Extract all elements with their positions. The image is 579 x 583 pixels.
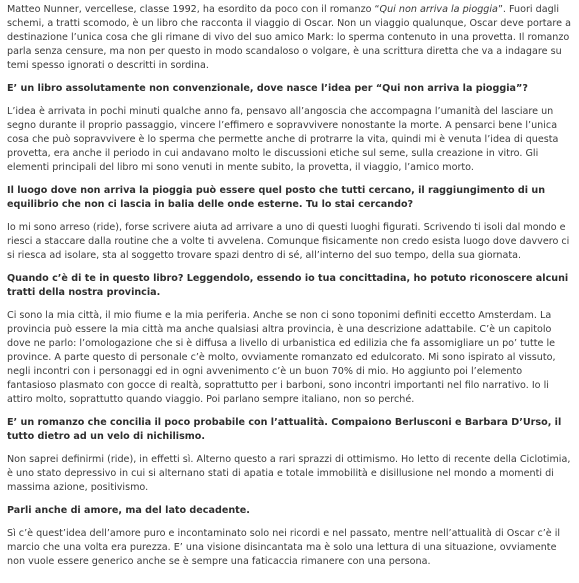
interview-answer-3: Ci sono la mia città, il mio fiume e la mia periferia. Anche se non ci sono toponimi definiti eccetto Amsterdam. La provincia può essere la mia città ma anche qualsiasi altra provincia, è una descrizione adattabile. C’è un capitolo dove ne parlo: l’omologazione che si è diffusa a livello di urbanistica ed edilizia che fa assomigliare un po’ tutte le province. A parte questo di personale c’è molto, ovviamente romanzato ed edulcorato. Mi sono ispirato al vissuto, negli incontri con i personaggi ed in ogni avvenimento c’è un buon 70% di mio. Ho aggiunto poi l’elemento fantasioso plasmato con gocce di realtà, soprattutto per i barboni, sono incontri importanti nel filo narrativo. Io li attiro molto, soprattutto quando viaggio. Poi parlano sempre italiano, non so perché. <box>7 310 556 405</box>
interview-answer-5: Sì c’è quest’idea dell’amore puro e incontaminato solo nei ricordi e nel passato, mentre nell’attualità di Oscar c’è il marcio che una volta era purezza. E’ una visione disincantata ma è solo una lettura di una situazione, ovviamente non vuole essere generico anche se è sempre una faticaccia rimanere con una persona. <box>7 528 561 567</box>
interview-answer-1: L’idea è arrivata in pochi minuti qualche anno fa, pensavo all’angoscia che accompagna l’umanità del lasciare un segno durante il proprio passaggio, vincere l’effimero e sopravvivere nonostante la morte. A pensarci bene l’unica cosa che può sopravvivere è lo sperma che permette anche di protrarre la vita, quindi mi è venuta l’idea di questa provetta, era anche il periodo in cui andavano molto le discussioni etiche sul seme, sulla creazione in vitro. Gli elementi principali del libro mi sono venuti in mente subito, la provetta, il viaggio, l’amico morto. <box>7 106 559 173</box>
interview-question-3: Quando c’è di te in questo libro? Leggendolo, essendo io tua concittadina, ho potuto riconoscere alcuni tratti della nostra provincia. <box>7 273 569 298</box>
interview-answer-2: Io mi sono arreso (ride), forse scrivere aiuta ad arrivare a uno di questi luoghi figurati. Scrivendo ti isoli dal mondo e riesci a staccare dalla routine che a volte ti avvelena. Comunque fisicamente non credo esista luogo dove davvero ci si riesca ad isolare, sta al soggetto trovare spazi dentro di sé, all’interno del suo tempo, della sua giornata. <box>7 222 570 261</box>
intro-paragraph <box>7 3 571 73</box>
interview-question-5: Parli anche di amore, ma del lato decadente. <box>7 505 250 516</box>
interview-answer-4: Non saprei definirmi (ride), in effetti sì. Alterno questo a rari sprazzi di ottimismo. Ho letto di recente della Ciclotimia, è uno stato depressivo in cui si alternano stati di apatia e totale immobilità e disillusione nel mondo a momenti di massima azione, positivismo. <box>7 454 571 493</box>
interview-question-4: E’ un romanzo che concilia il poco probabile con l’attualità. Compaiono Berlusconi e Barbara D’Urso, il tutto dietro ad un velo di nichilismo. <box>7 417 562 442</box>
book-title: Qui non arriva la pioggia <box>379 4 498 15</box>
intro-text-rest: ”. Fuori dagli schemi, a tratti scomodo, è un libro che racconta il viaggio di Oscar. Non un viaggio qualunque, Oscar deve portare a destinazione l’unica cosa che gli rimane di vivo del suo amico Mark: lo sperma contenuto in una provetta. Il romanzo parla senza censure, ma non per questo in modo scandaloso o volgare, è una scrittura diretta che va a indagare su temi spesso ignorati o descritti in sordina. <box>7 4 571 71</box>
interview-question-1: E’ un libro assolutamente non convenzionale, dove nasce l’idea per “Qui non arriva la pioggia”? <box>7 83 528 94</box>
interview-question-2: Il luogo dove non arriva la pioggia può essere quel posto che tutti cercano, il raggiungimento di un equilibrio che non ci lascia in balia delle onde esterne. Tu lo stai cercando? <box>7 185 546 210</box>
intro-text-start: Matteo Nunner, vercellese, classe 1992, ha esordito da poco con il romanzo “ <box>7 4 380 15</box>
